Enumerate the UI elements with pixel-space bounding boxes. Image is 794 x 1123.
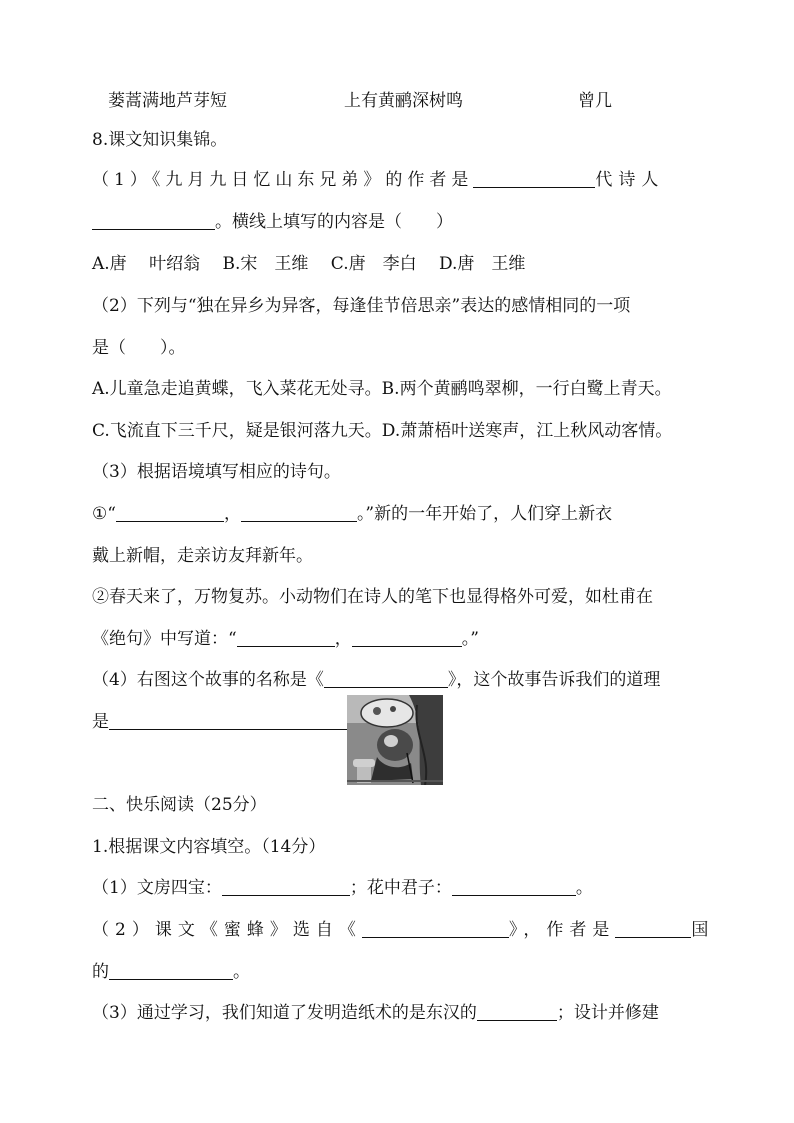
answer-blank-poem-a2[interactable] <box>241 504 357 522</box>
answer-blank-story-lesson[interactable] <box>109 712 347 730</box>
reading-1-line-4: （3）通过学习，我们知道了发明造纸术的是东汉的 ；设计并修建 <box>92 1003 659 1023</box>
q8-1-line-1: （1）《九月九日忆山东兄弟》的作者是 代诗人 <box>92 170 665 190</box>
poem-line-3: 曾几 <box>578 91 612 111</box>
answer-blank-author-country[interactable] <box>615 920 691 938</box>
reading-1-title: 1.根据课文内容填空。（14分） <box>92 837 326 857</box>
q8-2-line-2: 是（ ）。 <box>92 338 186 358</box>
poem-line-2: 上有黄鹂深树鸣 <box>344 91 463 111</box>
answer-blank-four-gentlemen[interactable] <box>452 878 576 896</box>
poem-line-1: 蒌蒿满地芦芽短 <box>108 91 227 111</box>
q8-2-options-cd: C.飞流直下三千尺，疑是银河落九天。D.萧萧梧叶送寒声，江上秋风动客情。 <box>92 421 673 441</box>
answer-blank-author-name[interactable] <box>109 962 233 980</box>
q8-1-options: A.唐 叶绍翁 B.宋 王维 C.唐 李白 D.唐 王维 <box>92 254 526 274</box>
answer-blank-poet[interactable] <box>92 212 215 230</box>
q8-2-line-1: （2）下列与“独在异乡为异客，每逢佳节倍思亲”表达的感情相同的一项 <box>92 296 631 316</box>
answer-blank-four-treasures[interactable] <box>222 878 350 896</box>
q8-3-a-line-2: 戴上新帽，走亲访友拜新年。 <box>92 546 313 566</box>
q8-4-line-2: 是 <box>92 710 704 734</box>
q8-3-a-line-1: ①“ ， 。”新的一年开始了，人们穿上新衣 <box>92 504 613 524</box>
story-illustration-icon <box>347 695 443 785</box>
reading-1-line-3: 的 。 <box>92 962 250 982</box>
section-2-title: 二、快乐阅读（25分） <box>92 795 267 815</box>
reading-1-line-2: （2）课文《蜜蜂》选自《 》，作者是 国 <box>92 920 709 940</box>
q8-4-line-1: （4）右图这个故事的名称是《 》，这个故事告诉我们的道理 <box>92 670 661 690</box>
q8-1-line-2: 。横线上填写的内容是（ ） <box>92 210 704 234</box>
answer-blank-dynasty[interactable] <box>473 170 595 188</box>
question-8-title: 8.课文知识集锦。 <box>92 130 228 150</box>
q8-3-b-line-1: ②春天来了，万物复苏。小动物们在诗人的笔下也显得格外可爱，如杜甫在 <box>92 587 653 607</box>
q8-3-title: （3）根据语境填写相应的诗句。 <box>92 462 341 482</box>
reading-1-line-1: （1）文房四宝： ；花中君子： 。 <box>92 878 593 898</box>
answer-blank-poem-b1[interactable] <box>237 629 335 647</box>
answer-blank-story-name[interactable] <box>324 670 448 688</box>
q8-2-options-ab: A.儿童急走追黄蝶，飞入菜花无处寻。B.两个黄鹂鸣翠柳，一行白鹭上青天。 <box>92 379 672 399</box>
answer-blank-poem-b2[interactable] <box>352 629 462 647</box>
answer-blank-poem-a1[interactable] <box>116 504 224 522</box>
q8-3-b-line-2: 《绝句》中写道：“ ， 。” <box>92 629 479 649</box>
answer-blank-source-book[interactable] <box>362 920 509 938</box>
answer-blank-papermaking-inventor[interactable] <box>477 1003 557 1021</box>
